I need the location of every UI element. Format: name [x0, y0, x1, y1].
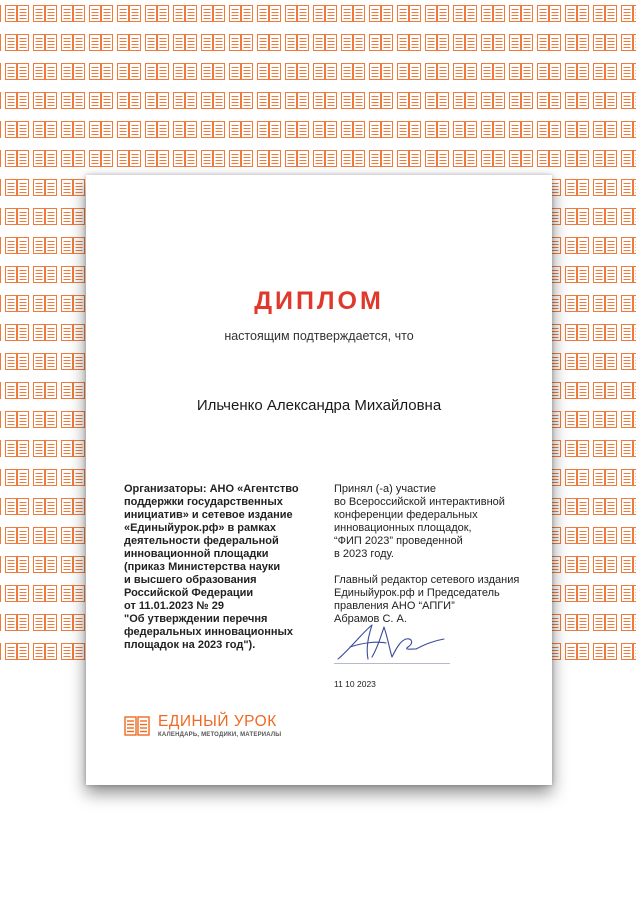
organizers-line: поддержки государственных — [124, 496, 283, 508]
organizers-line: инициатив» и сетевое издание — [124, 509, 293, 521]
participation-line: конференции федеральных — [334, 509, 478, 521]
organizers-line: Организаторы: АНО «Агентство — [124, 483, 299, 495]
participation-line: “ФИП 2023” проведенной — [334, 535, 463, 547]
organizers-text — [124, 483, 300, 652]
organizers-line: площадок на 2023 год"). — [124, 639, 256, 651]
editor-line: Абрамов С. А. — [334, 613, 407, 625]
logo-tagline: КАЛЕНДАРЬ, МЕТОДИКИ, МАТЕРИАЛЫ — [158, 732, 282, 738]
diploma-title: ДИПЛОМ — [254, 287, 384, 315]
organizers-line: инновационной площадки — [124, 548, 269, 560]
editor-line: правления АНО “АПГИ” — [334, 600, 455, 612]
recipient-name: Ильченко Александра Михайловна — [196, 397, 442, 414]
organizers-line: "Об утверждении перечня — [124, 613, 268, 625]
signature-image — [332, 619, 452, 669]
issue-date: 11 10 2023 — [334, 679, 376, 689]
logo-name: ЕДИНЫЙ УРОК — [158, 713, 277, 730]
participation-line: инновационных площадок, — [334, 522, 472, 534]
open-book-icon — [124, 716, 150, 736]
diploma-subtitle: настоящим подтверждается, что — [224, 329, 414, 343]
organizers-line: федеральных инновационных — [124, 626, 294, 638]
participation-line: во Всероссийской интерактивной — [334, 496, 505, 508]
spacer — [334, 561, 534, 574]
participation-text — [334, 483, 534, 626]
brand-logo — [124, 713, 324, 743]
diploma-sheet — [86, 175, 552, 785]
editor-line: Единыйурок.рф и Председатель — [334, 587, 500, 599]
organizers-line: (приказ Министерства науки — [124, 561, 281, 573]
organizers-line: Российской Федерации — [124, 587, 254, 599]
editor-line: Главный редактор сетевого издания — [334, 574, 520, 586]
signature-line — [334, 663, 450, 664]
organizers-line: деятельности федеральной — [124, 535, 279, 547]
organizers-line: от 11.01.2023 № 29 — [124, 600, 224, 612]
organizers-line: «Единыйурок.рф» в рамках — [124, 522, 277, 534]
participation-line: в 2023 году. — [334, 548, 394, 560]
participation-line: Принял (-а) участие — [334, 483, 436, 495]
organizers-line: и высшего образования — [124, 574, 257, 586]
